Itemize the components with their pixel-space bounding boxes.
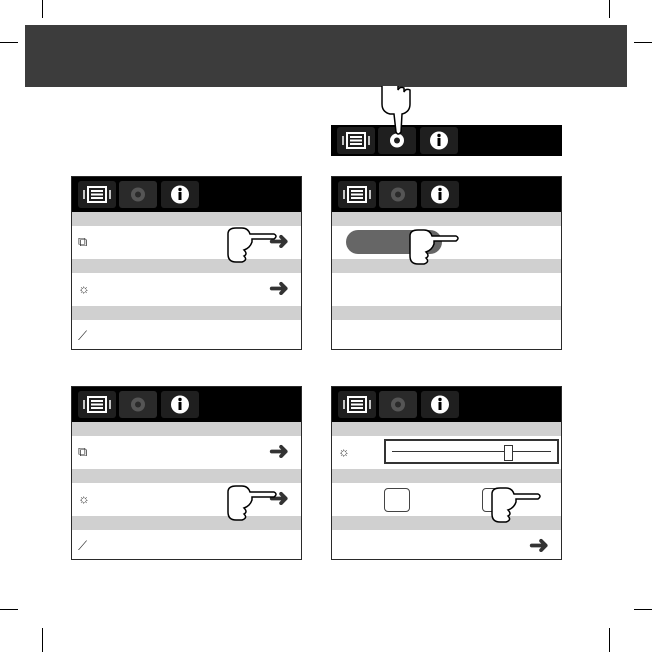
menu-icon — [78, 391, 116, 418]
separator — [72, 422, 301, 436]
pointing-hand-icon — [408, 228, 464, 268]
menu-icon — [337, 127, 375, 154]
settings-button[interactable] — [119, 181, 157, 208]
toolbar — [332, 387, 561, 422]
info-button[interactable] — [161, 391, 199, 418]
menu-icon — [338, 181, 376, 208]
crop-mark — [0, 609, 18, 610]
arrow-right-icon[interactable]: ➜ — [268, 438, 289, 465]
info-icon — [420, 127, 458, 154]
arrow-right-icon[interactable]: ➜ — [268, 228, 289, 255]
gear-icon — [119, 391, 157, 418]
toolbar — [72, 387, 301, 422]
menu-icon — [338, 391, 376, 418]
settings-button[interactable] — [379, 181, 417, 208]
info-button[interactable] — [420, 127, 458, 154]
separator — [332, 422, 561, 436]
menu-button[interactable] — [78, 181, 116, 208]
separator — [72, 212, 301, 226]
info-icon — [161, 181, 199, 208]
panel-brightness — [331, 386, 562, 560]
pointing-hand-icon — [376, 84, 424, 140]
separator — [332, 306, 561, 320]
pointing-hand-icon — [226, 226, 282, 266]
brightness-icon: ☼ — [338, 444, 350, 459]
crop-mark — [42, 628, 43, 652]
toolbar — [72, 177, 301, 212]
slider-thumb[interactable] — [504, 445, 513, 461]
crop-mark — [634, 42, 652, 43]
separator — [72, 469, 301, 483]
info-button[interactable] — [161, 181, 199, 208]
gear-icon — [119, 181, 157, 208]
pointing-hand-icon — [226, 484, 282, 524]
option-box-left[interactable] — [384, 488, 410, 512]
menu-button[interactable] — [338, 391, 376, 418]
info-icon — [161, 391, 199, 418]
panel-main-menu-2 — [71, 386, 302, 560]
header-banner — [25, 25, 627, 87]
crop-mark — [0, 42, 18, 43]
crop-mark — [42, 0, 43, 18]
toolbar-preview — [331, 125, 562, 156]
wand-icon: ⟋ — [78, 538, 88, 553]
pointing-hand-icon — [490, 486, 546, 526]
slider-track — [392, 451, 551, 452]
wand-icon: ⟋ — [78, 328, 88, 343]
info-button[interactable] — [421, 391, 459, 418]
gear-icon — [379, 181, 417, 208]
menu-button[interactable] — [338, 181, 376, 208]
brightness-icon: ☼ — [78, 281, 90, 296]
menu-row-next[interactable] — [332, 530, 561, 563]
layout-icon: ⧉ — [78, 234, 88, 249]
crop-mark — [609, 0, 610, 18]
info-icon — [421, 391, 459, 418]
brightness-slider-row — [332, 436, 561, 469]
menu-button[interactable] — [78, 391, 116, 418]
brightness-slider[interactable] — [384, 439, 559, 464]
gear-icon — [379, 391, 417, 418]
menu-icon — [78, 181, 116, 208]
menu-button[interactable] — [337, 127, 375, 154]
crop-mark — [634, 609, 652, 610]
option-row[interactable] — [332, 320, 561, 353]
layout-icon: ⧉ — [78, 444, 88, 459]
menu-row-brightness[interactable] — [72, 273, 301, 306]
option-row[interactable] — [332, 273, 561, 306]
menu-row-layout[interactable] — [72, 436, 301, 469]
brightness-icon: ☼ — [78, 491, 90, 506]
info-button[interactable] — [421, 181, 459, 208]
crop-mark — [609, 628, 610, 652]
arrow-right-icon[interactable]: ➜ — [268, 275, 289, 302]
arrow-right-icon[interactable]: ➜ — [528, 532, 549, 559]
arrow-right-icon[interactable]: ➜ — [268, 485, 289, 512]
menu-row-wand[interactable] — [72, 320, 301, 353]
toolbar — [332, 177, 561, 212]
separator — [332, 212, 561, 226]
settings-button[interactable] — [379, 391, 417, 418]
info-icon — [421, 181, 459, 208]
settings-button[interactable] — [119, 391, 157, 418]
menu-row-wand[interactable] — [72, 530, 301, 563]
separator — [72, 306, 301, 320]
separator — [332, 469, 561, 483]
